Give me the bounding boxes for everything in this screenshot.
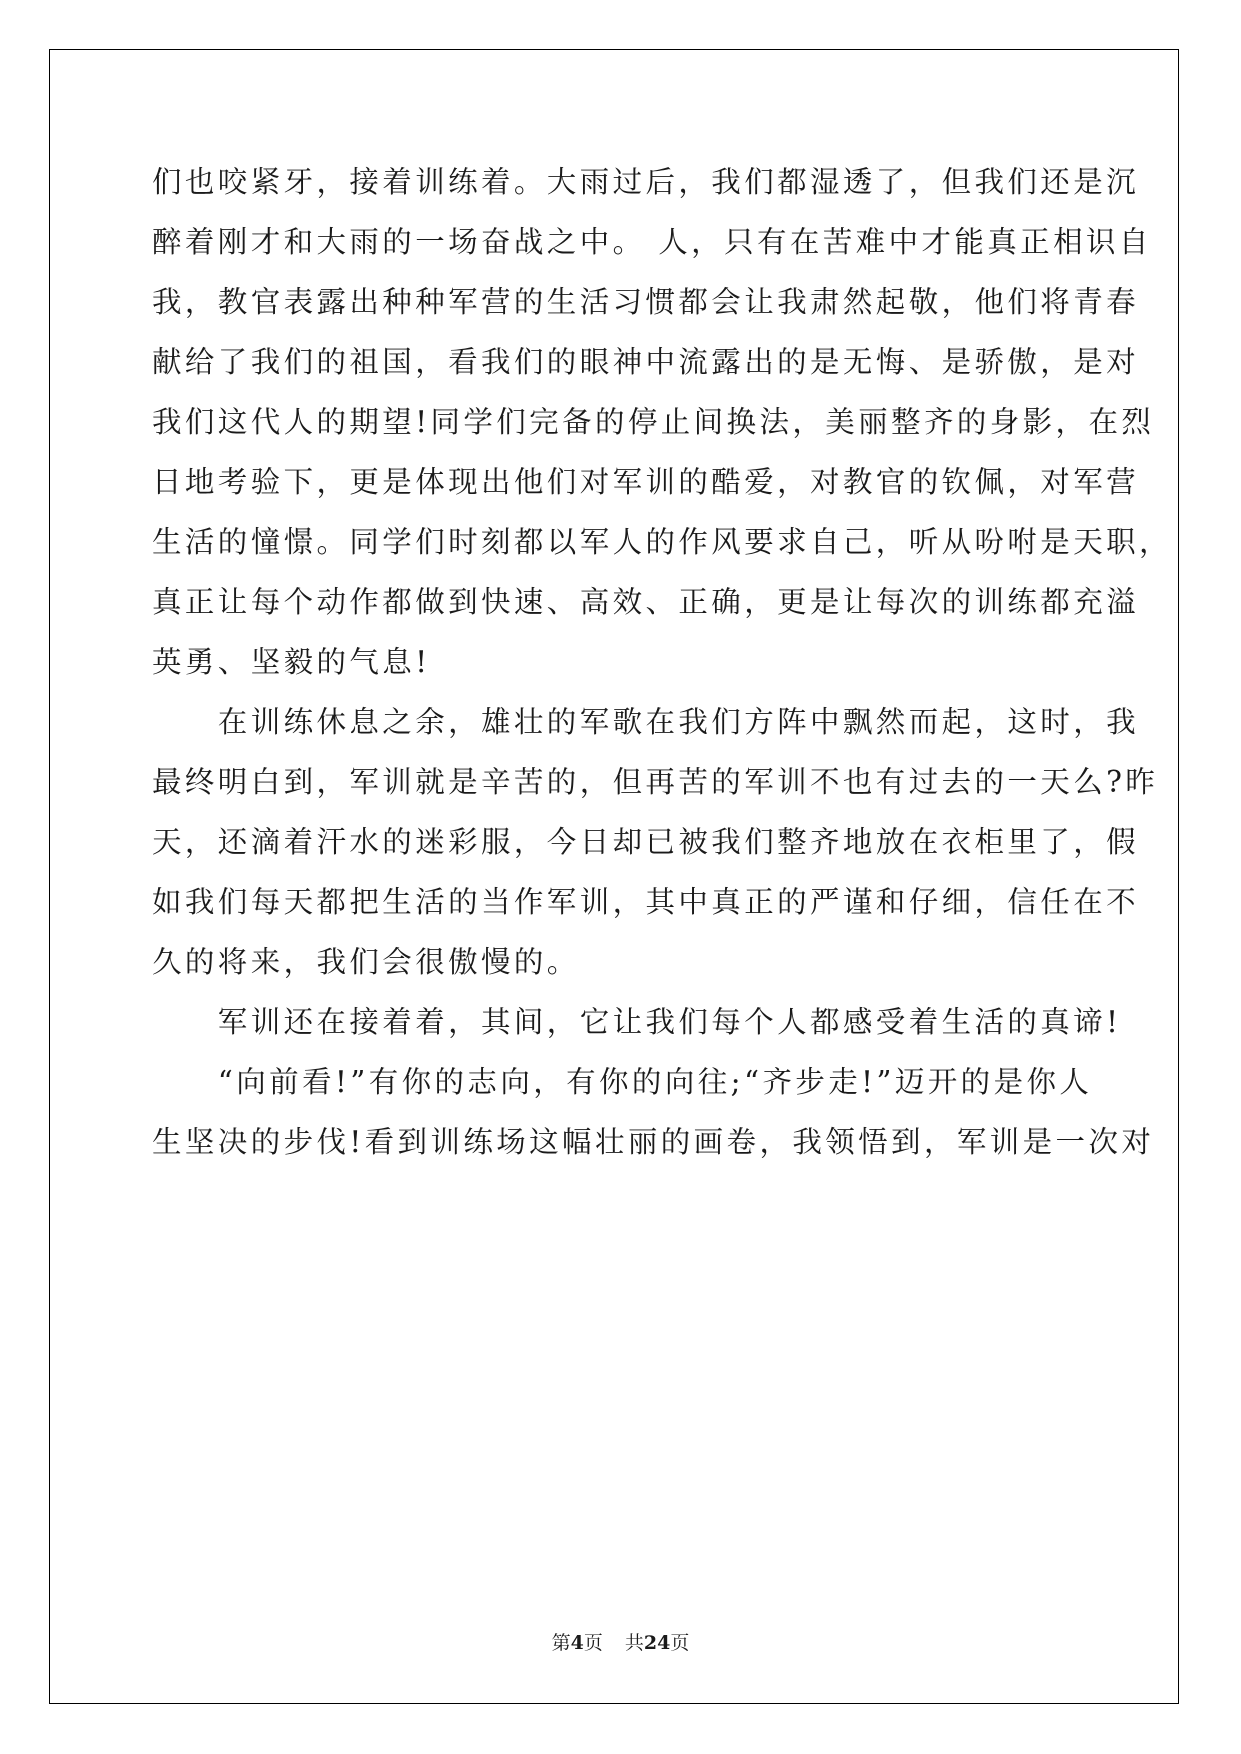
text-line: 献给了我们的祖国，看我们的眼神中流露出的是无悔、是骄傲，是对: [152, 345, 1140, 379]
text-line: 我们这代人的期望!同学们完备的停止间换法，美丽整齐的身影，在烈: [152, 405, 1155, 439]
total-prefix: 共: [624, 1632, 644, 1654]
text-line: 最终明白到，军训就是辛苦的，但再苦的军训不也有过去的一天么?昨: [152, 765, 1159, 799]
text-line: 在训练休息之余，雄壮的军歌在我们方阵中飘然而起，这时，我: [152, 705, 1140, 739]
text-line: 天，还滴着汗水的迷彩服，今日却已被我们整齐地放在衣柜里了，假: [152, 825, 1140, 859]
text-line: 生活的憧憬。同学们时刻都以军人的作风要求自己，听从吩咐是天职，: [152, 525, 1172, 559]
text-line: “向前看!”有你的志向，有你的向往;“齐步走!”迈开的是你人: [152, 1065, 1093, 1099]
total-suffix: 页: [670, 1632, 690, 1654]
page-footer: [0, 1631, 1241, 1655]
text-line: 日地考验下，更是体现出他们对军训的酷爱，对教官的钦佩，对军营: [152, 465, 1140, 499]
total-pages: 24: [643, 1632, 671, 1654]
text-line: 真正让每个动作都做到快速、高效、正确，更是让每次的训练都充溢: [152, 585, 1140, 619]
text-line: 久的将来，我们会很傲慢的。: [152, 945, 580, 979]
page-number: 4: [570, 1632, 584, 1654]
text-line: 生坚决的步伐!看到训练场这幅壮丽的画卷，我领悟到，军训是一次对: [152, 1125, 1155, 1159]
document-body: [152, 152, 1172, 1172]
text-line: 醉着刚才和大雨的一场奋战之中。 人，只有在苦难中才能真正相识自: [152, 225, 1152, 259]
text-line: 军训还在接着着，其间，它让我们每个人都感受着生活的真谛!: [152, 1005, 1122, 1039]
page-suffix: 页: [583, 1632, 603, 1654]
text-line: 如我们每天都把生活的当作军训，其中真正的严谨和仔细，信任在不: [152, 885, 1140, 919]
text-line: 我，教官表露出种种军营的生活习惯都会让我肃然起敬，他们将青春: [152, 285, 1140, 319]
text-line: 英勇、坚毅的气息!: [152, 645, 431, 679]
page-prefix: 第: [551, 1632, 571, 1654]
text-line: 们也咬紧牙，接着训练着。大雨过后，我们都湿透了，但我们还是沉: [152, 165, 1140, 199]
